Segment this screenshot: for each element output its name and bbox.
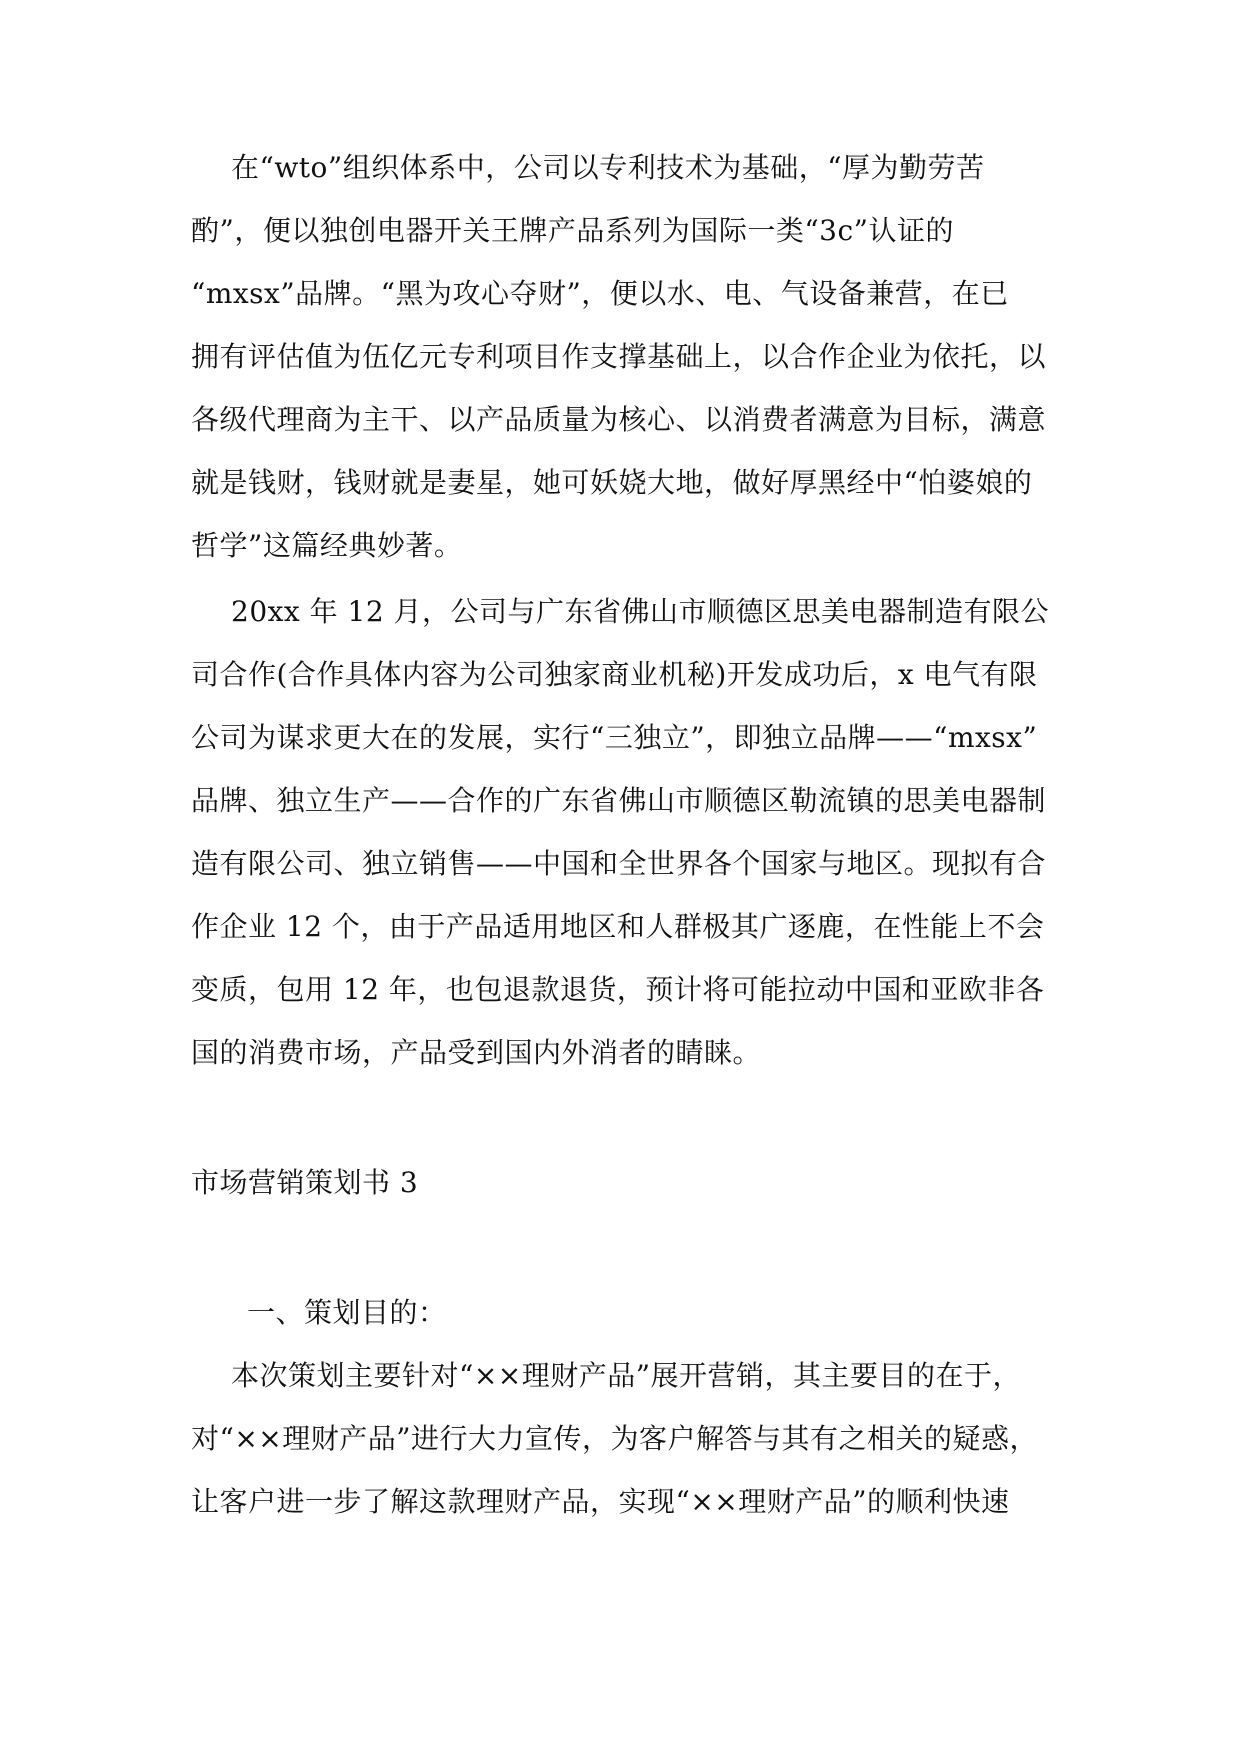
paragraph-2-line-6: 作企业 12 个，由于产品适用地区和人群极其广逐鹿，在性能上不会 [191,910,1045,943]
paragraph-2-line-4: 品牌、独立生产——合作的广东省佛山市顺德区勒流镇的思美电器制 [191,784,1047,817]
paragraph-1-line-4: 拥有评估值为伍亿元专利项目作支撑基础上，以合作企业为依托，以 [191,340,1047,373]
paragraph-3-line-2: 对“××理财产品”进行大力宣传，为客户解答与其有之相关的疑惑， [191,1422,1039,1455]
paragraph-2-line-7: 变质，包用 12 年，也包退款退货，预计将可能拉动中国和亚欧非各 [191,973,1045,1006]
paragraph-1-line-2: 酌”，便以独创电器开关王牌产品系列为国际一类“3c”认证的 [191,214,954,247]
paragraph-1-line-6: 就是钱财，钱财就是妻星，她可妖娆大地，做好厚黑经中“怕婆娘的 [191,466,1033,499]
paragraph-2-line-2: 司合作(合作具体内容为公司独家商业机秘)开发成功后，x 电气有限 [191,658,1038,691]
paragraph-1-line-5: 各级代理商为主干、以产品质量为核心、以消费者满意为目标，满意 [191,403,1047,436]
subheading: 一、策划目的： [247,1296,447,1329]
paragraph-2-line-5: 造有限公司、独立销售——中国和全世界各个国家与地区。现拟有合 [191,847,1047,880]
paragraph-1-line-3: “mxsx”品牌。“黑为攻心夺财”，便以水、电、气设备兼营，在已 [191,277,1009,310]
paragraph-3-line-3: 让客户进一步了解这款理财产品，实现“××理财产品”的顺利快速 [191,1485,1010,1518]
paragraph-2-line-1: 20xx 年 12 月，公司与广东省佛山市顺德区思美电器制造有限公 [231,595,1050,628]
paragraph-1-line-7: 哲学”这篇经典妙著。 [191,529,463,562]
paragraph-1-line-1: 在“wto”组织体系中，公司以专利技术为基础，“厚为勤劳苦 [231,151,985,184]
section-title: 市场营销策划书 3 [191,1166,419,1199]
paragraph-2-line-8: 国的消费市场，产品受到国内外消者的睛睐。 [191,1036,762,1069]
paragraph-2-line-3: 公司为谋求更大在的发展，实行“三独立”，即独立品牌——“mxsx” [191,721,1038,754]
paragraph-3-line-1: 本次策划主要针对“××理财产品”展开营销，其主要目的在于， [231,1359,1022,1392]
